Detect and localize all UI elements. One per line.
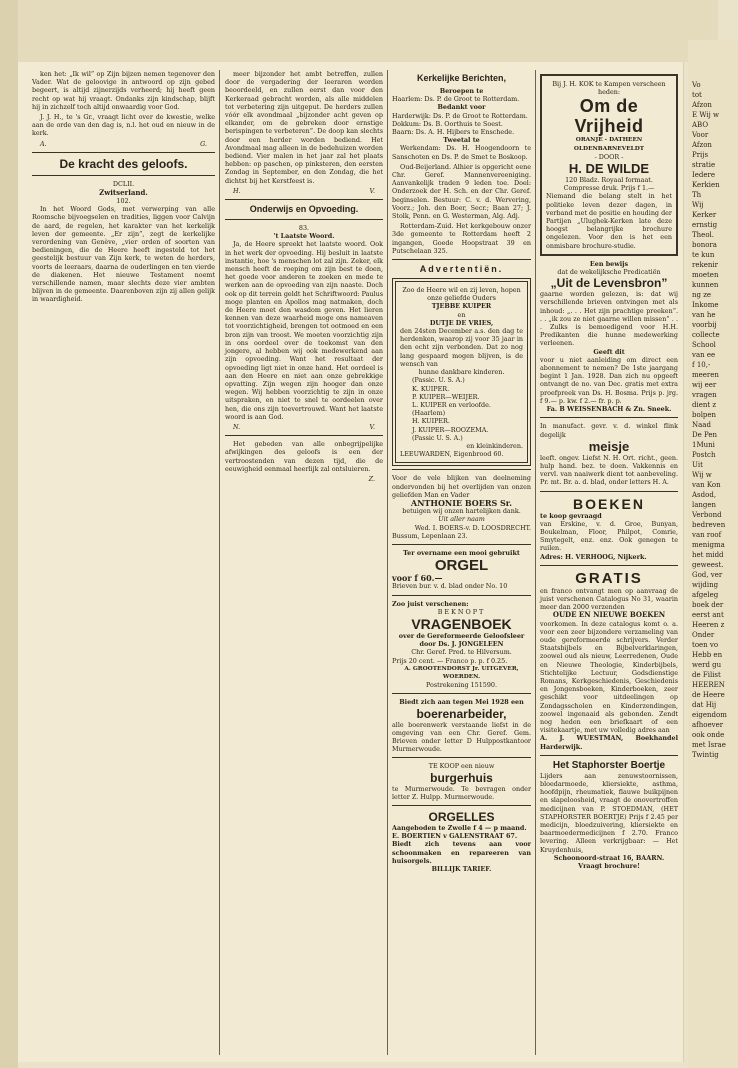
next-page-fragment: Theol.: [692, 231, 714, 239]
child-line: (Haarlem): [412, 409, 446, 418]
tweetal-line: Werkendam: Ds. H. Hoogendoorn te Sanschoten en Ds. P. de Smet te Boskoop.: [392, 144, 531, 161]
child-line: J. KUIPER—ROOZEMA.: [412, 425, 489, 434]
bewijs-head: Een bewijs: [589, 259, 629, 268]
boeken-text: van Erskine, v. d. Groe, Bunyan, Boukelman, Floor, Philpot, Comrie, Smytegelt, enz. enz. Ook genegen te ruilen.: [540, 519, 678, 553]
divider: [392, 693, 531, 694]
column-1: [32, 70, 215, 306]
vrijheid-title: Om de Vrijheid: [574, 96, 644, 137]
next-page-fragment: de Heere: [692, 691, 725, 699]
next-page-fragment: van ee: [692, 351, 716, 359]
next-page-fragment: bonora: [692, 241, 717, 249]
vrijheid-sub: ORANJE - DATHEEN OLDENBARNEVELDT: [573, 137, 645, 152]
organ-letters: Brieven bur. v. d. blad onder No. 10: [392, 582, 508, 591]
anniversary-name-1: TJEBBE KUIPER: [431, 302, 492, 311]
bewijs-text: gaarne worden gelezen, is: dat wij verschillende brieven ontvingen met als inhoud: „. . . Het zijn prachtige preeken”. . . „ik zou ze niet gaarne willen missen” . . . Zulks is bemoedigend voor H.H. Predikanten die hunne medewerking verleenen.: [540, 290, 678, 348]
next-page-fragment: School: [692, 341, 716, 349]
article-sub-number: 102.: [116, 197, 131, 206]
anniversary-en: en: [457, 310, 466, 319]
next-page-fragment: langen: [692, 501, 717, 509]
child-line: K. KUIPER.: [412, 384, 450, 393]
weissenbach: Fa. B WEISSENBACH & Zn. Sneek.: [546, 405, 672, 414]
bedankt-line-2: Dokkum: Ds. B. Oorthuis te Soest.: [392, 119, 503, 128]
next-page-fragments: [688, 40, 738, 760]
geeft-text: voor u niet aanleiding om direct een abonnement te nemen? De 1ste jaargang begint 1 Jan. 1928. Dan zich nu opgeeft ontvangt de no. van Dec. gratis met extra proefpreek van Ds. H. Bosma. Prijs p. jrg. f 9.— p. kw. f 2.— fr. p. p.: [540, 355, 678, 405]
book-giro: Postrekening 151590.: [425, 681, 498, 690]
staphorster-brochure: Vraagt brochure!: [578, 862, 640, 871]
beroepen-line: Haarlem: Ds. P. de Groot te Rotterdam.: [392, 95, 520, 104]
divider: [540, 755, 678, 756]
vrijheid-ad: [540, 74, 678, 256]
geeft-head: Geeft dit: [593, 347, 625, 356]
next-page-fragment: Wij w: [692, 471, 712, 479]
organ-price: voor f 60.—: [392, 573, 443, 584]
column-4: [540, 70, 678, 870]
book-title: VRAGENBOEK: [411, 615, 512, 632]
next-page-fragment: 1Muni: [692, 441, 715, 449]
winkel-head: In manufact. gevr. v. d. winkel flink degelijk: [540, 422, 678, 439]
next-page-fragment: HEEREN: [692, 681, 725, 689]
next-page-fragment: wij eer: [692, 381, 717, 389]
farmer-text: alle boerenwerk verstaande liefst in de omgeving van een Chr. Geref. Gem. Brieven onder letter D Hulppostkantoor Murmerwoude.: [392, 720, 531, 754]
organ-head: Ter overname een mooi gebruikt: [403, 548, 520, 557]
divider: [32, 175, 215, 176]
next-page-fragment: Verbond: [692, 511, 722, 519]
next-page-fragment: voorbij: [692, 321, 717, 329]
next-page-fragment: Kerker: [692, 211, 717, 219]
next-page-fragment: eigendom: [692, 711, 727, 719]
next-page-fragment: collecte: [692, 331, 720, 339]
section-heading-onderwijs: Onderwijs en Opvoeding.: [249, 204, 359, 215]
next-page-fragment: ABO: [692, 121, 709, 129]
next-page-edge: [688, 40, 738, 1068]
divider: [392, 595, 531, 596]
next-page-fragment: God, ver: [692, 571, 723, 579]
organ-lessons-text: Aangeboden te Zwolle f 4 — p maand.: [392, 824, 527, 833]
column-3: [392, 70, 531, 873]
next-page-fragment: geweest.: [692, 561, 724, 569]
next-page-fragment: ng ze: [692, 291, 712, 299]
next-page-fragment: Heeren z: [692, 621, 725, 629]
subheading-tweetal: Tweetal te: [443, 136, 480, 145]
signature-h: H.: [233, 186, 241, 195]
thanks-name: ANTHONIE BOERS Sr.: [410, 497, 513, 508]
next-page-fragment: van Kon: [692, 481, 721, 489]
next-page-fragment: ernstig: [692, 221, 718, 229]
winkel-text: leeft. ongev. Liefst N. H. Ort. richt., geen. hulp hand. bez. te doen. Vakkennis en vervl. van naaiwerk dient tot aanbeveling. Pr. mt. Br. a. d. blad, onder letters H. A.: [540, 453, 678, 487]
col2-body-1: meer bijzonder het ambt betreffen, zullen door de vergadering der leeraren worden beoordeeld, en zullen eerst dan voor den Kerkeraad gebracht worden, als alle middelen tot verbetering zijn uitgeput. De herders zullen vóór elk avondmaal „bijzonder acht geven op elkander, om de gebreken door ernstige berispingen te verbeteren”. De doop kan slechts door een herder worden bediend. Het Avondmaal mag alleen in de bedehuizen worden bediend. Vier malen in het jaar zal het plaats hebben: op paschen, op pinksteren, den eersten Zondag in September, en den Zondag, die het dichtst bij het Kerstfeest is.: [225, 70, 383, 185]
column-rule: [387, 70, 388, 1055]
signature-z: Z.: [368, 474, 375, 483]
col1-intro: ken het: „Ik wil” op Zijn bijzen nemen tegenover den Vader. Wat de geloovige in antwoord op zijn gebed begeert, is altijd zijnerzijds verheerd; hij heeft geen recht op wat hij vraagt. Ondanks zijn kindschap, blijft hij in zichzelf toch altijd onwaardig voor God.: [32, 70, 215, 111]
next-page-fragment: Iedere: [692, 171, 716, 179]
bewijs-title: „Uit de Levensbron”: [550, 276, 668, 291]
organ-title: ORGEL: [434, 557, 489, 575]
signature-a: A.: [40, 139, 47, 148]
next-page-fragment: te kun: [692, 251, 715, 259]
next-page-fragment: kunnen: [692, 281, 719, 289]
anniversary-name-2: DUTJE DE VRIES,: [429, 318, 494, 327]
house-title: burgerhuis: [430, 770, 493, 785]
organ-lessons-tariff: BILLIJK TARIEF.: [431, 865, 492, 874]
oud-nieuw-heading: OUDE EN NIEUWE BOEKEN: [552, 610, 666, 620]
next-page-fragment: bolpen: [692, 411, 717, 419]
vrijheid-price: Compresse druk. Prijs f 1.—: [563, 184, 655, 193]
subheading-bedankt: Bedankt voor: [437, 103, 486, 112]
next-page-fragment: Asdod,: [692, 491, 717, 499]
vrijheid-pages: 120 Bladz. Royaal formaat.: [565, 176, 653, 185]
next-page-fragment: bedreven: [692, 521, 726, 529]
next-page-fragment: Afzon: [692, 141, 712, 149]
book-pub: Chr. Geref. Pred. te Hilversum.: [411, 648, 512, 657]
oud-text: voorkomen. In deze catalogus komt o. a. voor een zeer bijzondere verzameling van oude gereformeerde schrijvers. Verder Staatsbijbels en Bijbelverklaringen, zoowel oud als nieuw, Leerredenen, Oude en Nieuwe Theologie, Kinderbijbels, Stichtelijke Lectuur, Godsdienstige Romans, Kerkgeschiedenis, Geschiedenis en Jongensboeken, Kinderboeken, zeer geschikt voor uitdeelingen op Zondagsscholen en Kinderzendingen, zoowel ingenaaid als gebonden. Zendt nog heden een briefkaart of een visitekaartje, met uw volledig adres aan: [540, 619, 678, 735]
next-page-fragment: boek der: [692, 601, 724, 609]
next-page-fragment: vragen: [692, 391, 717, 399]
bewijs-sub: dat de wekelijksche Predicatiën: [557, 268, 661, 277]
divider: [540, 565, 678, 566]
book-author: door Ds. J. JONGELEEN: [419, 640, 504, 649]
organ-lessons-title: ORGELLES: [428, 810, 495, 825]
book-price: Prijs 20 cent. — Franco p. p. f 0.25.: [392, 656, 508, 665]
divider: [392, 259, 531, 260]
bedankt-line-3: Baarn: Ds. A. H. Hijbers te Enschede.: [392, 128, 515, 137]
page-binding: [0, 0, 18, 1068]
article-number: 83.: [298, 224, 310, 233]
boeken-title: BOEKEN: [573, 495, 645, 512]
signature-v: V.: [369, 186, 375, 195]
next-page-fragment: het midd: [692, 551, 724, 559]
book-desc: over de Gereformeerde Geloofsleer: [398, 631, 525, 640]
section-heading-advertenties: Advertentiën.: [419, 264, 504, 275]
newspaper-page: [18, 62, 683, 1062]
bedankt-line-1: Harderwijk: Ds. P. de Groot te Rotterdam.: [392, 111, 528, 120]
next-page-fragment: van roof: [692, 531, 722, 539]
next-page-fragment: wijding: [692, 581, 719, 589]
article-number: DCLII.: [112, 179, 135, 188]
next-page-fragment: van he: [692, 311, 716, 319]
child-line: (Passic. U. S. A.): [412, 376, 465, 385]
organ-lessons-text-2: Biedt zich tevens aan voor schoonmaken en repareeren van huisorgels.: [392, 840, 531, 865]
next-page-fragment: toen vo: [692, 641, 719, 649]
vrijheid-pre: Bij J. H. KOK te Kampen verscheen heden:: [552, 80, 666, 97]
child-line: en kleinkinderen.: [466, 441, 523, 450]
subheading-beroepen: Beroepen te: [439, 87, 484, 95]
next-page-fragment: Kerkien: [692, 181, 720, 189]
signature-v: V.: [369, 422, 375, 431]
next-page-fragment: Hebb en: [692, 651, 723, 659]
anniversary-ad: [395, 281, 528, 463]
article-place: Zwitserland.: [99, 188, 148, 198]
thanks-signature: Wed. I. BOERS-v. D. LOOSDRECHT.: [414, 523, 531, 532]
next-page-fragment: Onder: [692, 631, 715, 639]
next-page-fragment: menigma: [692, 541, 725, 549]
next-page-fragment: tot: [692, 91, 702, 99]
next-page-fragment: Postch: [692, 451, 716, 459]
next-page-fragment: Inkome: [692, 301, 719, 309]
staphorster-text: Lijders aan zenuwstoornissen, bloedarmoede, kliersiekte, asthma, hoofdpijn, rheumatiek, flauwe buikpijnen en slapeloosheid, vraagt de onovertroffen medicijnen van P. STOEDMAN, (HET STAPHORSTER BOERTJE) Prijs f 2.45 per medicijn, bloedzuivering, kliersiekte en baarmoedermedicijnen f 2.70. Franco levering. Alleen verkrijgbaar: — Het Kruydenhuis,: [540, 771, 678, 854]
anniversary-thanks: hunne dankbare kinderen.: [418, 368, 505, 377]
book-sub: BEKNOPT: [437, 607, 486, 616]
next-page-fragment: afgeleg: [692, 591, 719, 599]
next-page-fragment: Th: [692, 191, 702, 199]
next-page-fragment: dient z: [692, 401, 717, 409]
anniversary-text: den 24sten December a.s. den dag te herdenken, waarop zij voor 35 jaar in den echt zijn verbonden. Dat zo nog lang gespaard mogen blijven, is de wensch van: [400, 327, 523, 368]
boeken-head: te koop gevraagd: [540, 511, 602, 520]
divider: [540, 491, 678, 492]
boeken-address: Adres: H. VERHOOG, Nijkerk.: [540, 552, 647, 561]
staphorster-title: Het Staphorster Boertje: [552, 759, 666, 771]
next-page-fragment: Afzon: [692, 101, 712, 109]
next-page-fragment: werd gu: [692, 661, 722, 669]
col1-question: J. J. H., te 's Gr., vraagt licht over de kwestie, welke aan de orde van den dag is, n.l. het oud en nieuw in de kerk.: [32, 113, 215, 138]
thanks-uit: Uit aller naam: [438, 515, 485, 524]
next-page-fragment: Vo: [692, 81, 701, 89]
divider: [225, 435, 383, 436]
col2-body-2: Ja, de Heere spreekt het laatste woord. Ook in het werk der opvoeding. Hij besluit in laatste instantie, hoe 's menschen lot zal zijn. Zeker, elk mensch heeft de roeping om zijn best te doen, het goede voor anderen te zoeken en mede te werken aan de opvoeding van zijn naaste. Doch ook op dit terrein geldt het Schriftwoord: Paulus moge planten en Apollos mag natmaken, doch de Heere moet den wasdom geven. Het lieren kennen van deze waarheid moge ons nameaven tot voorzichtigheid, brengen tot ootmoed en een bron zijn van troost. We moeten voorzichtig zijn in ons oordeel over de toekomst van den jongere, al hebben wij ook medewerkend aan zijn opvoeding. Want het resultaat der opvoeding ligt niet in onze hand. Het oordeel is aan den Heere en niet aan onze gebrekkige opvatting. Zijn wegen zijn hooger dan onze wegen. Wij hebben voorzichtig te zijn in onze uitspraken, en niet te snel te oordeelen over hen, die ons zijn toevertrouwd. Want het laatste woord is aan God.: [225, 240, 383, 421]
child-line: H. KUIPER.: [412, 417, 450, 426]
farmer-title: boerenarbeider,: [416, 706, 507, 721]
top-margin: [18, 0, 718, 62]
next-page-fragment: Voor: [692, 131, 709, 139]
divider: [225, 199, 383, 200]
organ-lessons-name: E. BOERTIEN v GALENSTRAAT 67.: [392, 832, 518, 841]
next-page-fragment: meeren: [692, 371, 719, 379]
next-page-fragment: De Pen: [692, 431, 718, 439]
winkel-title: meisje: [588, 438, 630, 454]
book-publisher: A. GROOTENDORST Jr. UITGEVER, WOERDEN.: [404, 665, 519, 680]
next-page-fragment: E Wij w: [692, 111, 720, 119]
thanks-text: Voor de vele blijken van deelneming ondervonden bij het overlijden van onzen geliefden Man en Vader: [392, 474, 531, 499]
divider: [540, 417, 678, 418]
column-rule: [535, 70, 536, 1055]
rotterdam-news: Rotterdam-Zuid. Het kerkgebouw onzer 3de gemeente te Rotterdam heeft 2 ingangen, Goede Hoopstraat 39 en Putschelaan 325.: [392, 222, 531, 255]
house-text: te Murmerwoude. Te bevragen onder letter Z. Hulpp. Murmerwoude.: [392, 784, 531, 801]
book-head: Zoo juist verschenen:: [392, 599, 469, 608]
child-line: (Passic U. S. A.): [412, 433, 463, 442]
divider: [392, 757, 531, 758]
next-page-fragment: Naad: [692, 421, 711, 429]
child-line: P. KUIPER—WEIJER.: [412, 392, 480, 401]
next-page-fragment: rekenir: [692, 261, 718, 269]
col1-body: In het Woord Gods, met verwerping van alle Roomsche bijvoegselen en tradities, liggen voor Calvijn de aard, de regelen, het karakter van het kerkelijk leven der gemeente. „Er zijn”, zegt de kerkelijke verordening van Genève, „vier orden of soorten van bedieningen, die de Heere heeft ingesteld tot het geestelijk bestuur van Zijn kerk, te weten de herders, voorts de leeraars, daarna de ouderlingen en ten vierde de diakenen. Het nieuwe Testament noemt verschillende namen, maar slechts deze vier ambten blijven in de gemeente. Daarenboven zijn zij allen gelijk in waardigheid.: [32, 205, 215, 304]
signature-g: G.: [200, 139, 207, 148]
thanks-place: Bussum, Lepenlaan 23.: [392, 531, 468, 540]
next-page-fragment: de Filist: [692, 671, 721, 679]
divider: [392, 469, 531, 470]
col2-body-3: Het gebeden van alle onbegrijpelijke afwijkingen des geloofs is een der vertroostenden van dezen tijd, die de eeuwigheid eenmaal heerlijk zal ontsluieren.: [225, 440, 383, 473]
section-heading-kerkelijk: Kerkelijke Berichten,: [416, 73, 507, 83]
signature-n: N.: [233, 422, 241, 431]
next-page-fragment: Prijs: [692, 151, 709, 159]
wuestman: A. J. WUESTMAN, Boekhandel Harderwijk.: [540, 734, 678, 751]
next-page-fragment: Wij: [692, 201, 704, 209]
next-page-fragment: moeten: [692, 271, 719, 279]
divider: [392, 805, 531, 806]
anniversary-intro: Zoo de Heere wil en zij leven, hopen onze geliefde Ouders: [402, 286, 521, 303]
house-head: TE KOOP een nieuw: [428, 762, 495, 771]
anniversary-place: LEEUWARDEN, Eigenbrood 60.: [400, 450, 504, 459]
farmer-head: Biedt zich aan tegen Mei 1928 een: [399, 698, 524, 707]
next-page-fragment: f 10,-: [692, 361, 711, 369]
divider: [225, 219, 383, 220]
vrijheid-author: H. DE WILDE: [568, 161, 650, 177]
gratis-title: GRATIS: [575, 569, 643, 587]
next-page-fragment: afhoever: [692, 721, 724, 729]
vrijheid-text: Niemand die belang stelt in het politieke leven dezer dagen, in verband met de positie en houding der Partijen „Ulughek-Kerken late deze hoogst belangrijke brochure ongelezen. Voor den is het een onmisbare brochure-studie.: [546, 192, 672, 250]
staphorster-address: Schoonoord-straat 16, BAARN.: [553, 853, 665, 862]
next-page-fragment: met Israe: [692, 741, 726, 749]
next-page-fragment: eerst ant: [692, 611, 724, 619]
gratis-text: en franco ontvangt men op aanvraag de juist verschenen Catalogus No 31, waarin meer dan 2000 verzenden: [540, 586, 678, 612]
column-2: [225, 70, 383, 483]
divider: [32, 152, 215, 153]
section-heading-geloof: De kracht des geloofs.: [59, 156, 188, 171]
child-line: L. KUIPER en verloofde.: [412, 400, 491, 409]
next-page-fragment: Twintig: [692, 751, 719, 759]
next-page-fragment: dat Hij: [692, 701, 717, 709]
thanks-line: betuigen wij onzen hartelijken dank.: [402, 507, 521, 516]
article-subheading: 't Laatste Woord.: [273, 232, 335, 241]
column-rule: [219, 70, 220, 1055]
next-page-fragment: ook onde: [692, 731, 725, 739]
divider: [392, 544, 531, 545]
next-page-fragment: Uit: [692, 461, 703, 469]
next-page-fragment: stratie: [692, 161, 716, 169]
oud-beijerland-news: Oud-Beijerland. Alhier is opgericht eene Chr. Geref. Mannenvereeniging. Aanvankelijk traden 9 leden toe. Doel: Onderzoek der H. Sch. en der Chr. Geref. beginselen. Bestuur: C. v. d. Wervering, Voorz.; Joh. den Boer, Secr.; Baan 27; J. Stolk, Penn. en G. Westerman, Alg. Adj.: [392, 162, 531, 221]
vrijheid-door: - DOOR -: [594, 152, 624, 161]
